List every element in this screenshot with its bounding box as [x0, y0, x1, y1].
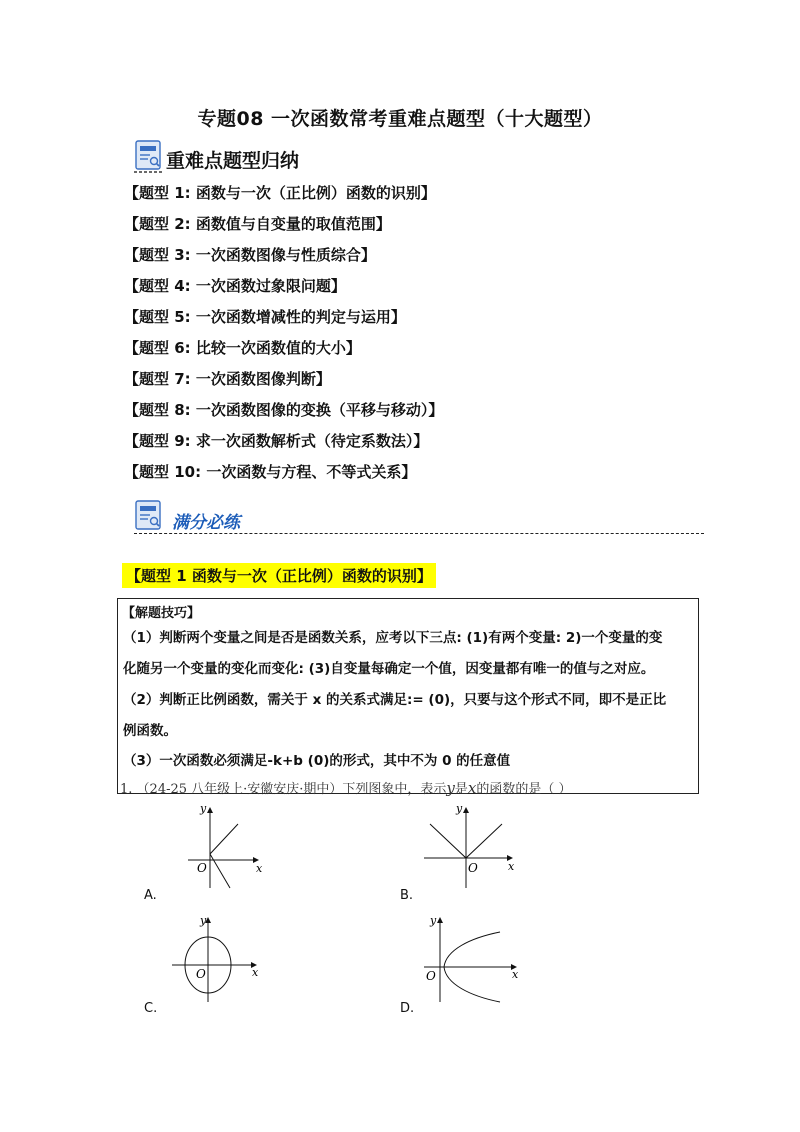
tips-line: 例函数。 [123, 723, 177, 739]
list-item: 【题型 4: 一次函数过象限问题】 [124, 277, 346, 295]
question-stem [120, 778, 572, 797]
question-source: （24-25 八年级上·安徽安庆·期中）下列图象中，表示 [136, 782, 447, 797]
axis-label-y: y [200, 802, 207, 815]
question-middle: 是 [454, 782, 468, 797]
option-a-graph [180, 800, 270, 890]
tips-line: （3）一次函数必须满足-k+b (0)的形式，其中不为 0 的任意值 [123, 753, 511, 769]
axis-label-x: x [508, 860, 515, 873]
tips-line: （2）判断正比例函数，需关于 x 的关系式满足:= (0)，只要与这个形式不同，即不是正比 [123, 692, 667, 708]
tips-line: （1）判断两个变量之间是否是函数关系，应考以下三点: (1)有两个变量: 2)一个变量的变 [123, 630, 663, 646]
variable-y: y [446, 779, 455, 797]
list-item: 【题型 8: 一次函数图像的变换（平移与移动）】 [124, 401, 444, 419]
question-type-title: 【题型 1 函数与一次（正比例）函数的识别】 [122, 563, 436, 588]
section-heading-text: 满分必练 [172, 513, 240, 533]
axis-label-y: y [430, 914, 437, 927]
option-c-label: C. [144, 1001, 158, 1016]
axis-label-y: y [200, 914, 207, 927]
tips-box [117, 598, 699, 794]
option-d-graph [420, 912, 524, 1004]
list-item: 【题型 5: 一次函数增减性的判定与运用】 [124, 308, 406, 326]
document-chart-icon [134, 140, 164, 174]
list-item: 【题型 10: 一次函数与方程、不等式关系】 [124, 463, 417, 481]
section-heading-practice [134, 500, 334, 540]
origin-label: O [196, 967, 206, 981]
list-item: 【题型 7: 一次函数图像判断】 [124, 370, 331, 388]
option-a-label: A. [144, 888, 157, 903]
axis-label-x: x [512, 968, 519, 981]
list-item: 【题型 6: 比较一次函数值的大小】 [124, 339, 361, 357]
origin-label: O [197, 861, 207, 875]
type-list [124, 182, 443, 492]
axis-label-x: x [252, 966, 259, 979]
question-tail: 的函数的是（ ） [476, 782, 572, 797]
tips-line: 化随另一个变量的变化而变化: (3)自变量每确定一个值，因变量都有唯一的值与之对应。 [123, 661, 655, 677]
axis-label-y: y [456, 802, 463, 815]
function-curve [210, 824, 238, 888]
origin-label: O [468, 861, 478, 875]
axis-label-x: x [256, 862, 263, 875]
section-heading-text: 重难点题型归纳 [166, 150, 300, 172]
tips-heading: 【解题技巧】 [122, 606, 201, 621]
option-d-label: D. [400, 1001, 415, 1016]
option-c-graph [168, 912, 264, 1004]
list-item: 【题型 1: 函数与一次（正比例）函数的识别】 [124, 184, 436, 202]
page-title: 专题08 一次函数常考重难点题型（十大题型） [197, 108, 603, 130]
section-divider [134, 533, 704, 534]
question-number: 1. [120, 782, 133, 797]
origin-label: O [426, 969, 436, 983]
option-b-label: B. [400, 888, 414, 903]
variable-x: x [467, 779, 477, 797]
list-item: 【题型 9: 求一次函数解析式（待定系数法）】 [124, 432, 429, 450]
document-chart-icon [134, 500, 164, 534]
list-item: 【题型 3: 一次函数图像与性质综合】 [124, 246, 376, 264]
list-item: 【题型 2: 函数值与自变量的取值范围】 [124, 215, 391, 233]
section-heading-summary [134, 140, 364, 180]
option-b-graph [420, 800, 520, 890]
